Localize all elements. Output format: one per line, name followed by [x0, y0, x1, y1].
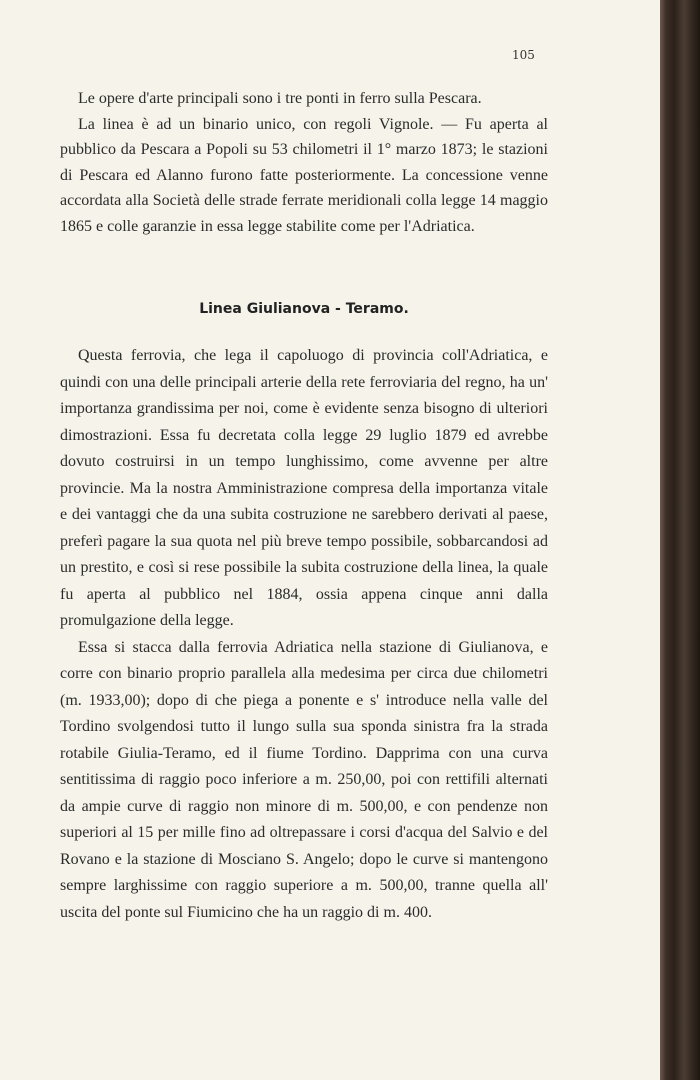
paragraph: La linea è ad un binario unico, con regoli Vignole. — Fu aperta al pubblico da Pescara a Popoli su 53 chilometri il 1° marzo 1873; le stazioni di Pescara ed Alanno furono fatte posteriormente. La concessione venne accordata alla Società delle strade ferrate meridionali colla legge 14 maggio 1865 e colle garanzie in essa legge stabilite come per l'Adriatica.	[60, 115, 548, 235]
paragraph: Le opere d'arte principali sono i tre ponti in ferro sulla Pescara.	[78, 90, 482, 107]
section-text-block	[60, 343, 548, 926]
page-number: 105	[512, 48, 535, 62]
intro-text-block	[60, 86, 548, 240]
section-title: Linea Giulianova - Teramo.	[199, 301, 409, 317]
paragraph: Questa ferrovia, che lega il capoluogo di provincia coll'Adriatica, e quindi con una delle principali arterie della rete ferroviaria del regno, ha un' importanza grandissima per noi, come è evidente senza bisogno di ulteriori dimostrazioni. Essa fu decretata colla legge 29 luglio 1879 ed avrebbe dovuto costruirsi in un tempo lunghissimo, come avvenne per altre provincie. Ma la nostra Amministrazione compresa della importanza vitale e dei vantaggi che da una subita costruzione ne sarebbero derivati al paese, preferì pagare la sua quota nel più breve tempo possibile, sobbarcandosi ad un prestito, e così si rese possibile la subita costruzione della linea, la quale fu aperta al pubblico nel 1884, ossia appena cinque anni dalla promulgazione della legge.	[60, 347, 548, 629]
paragraph: Essa si stacca dalla ferrovia Adriatica nella stazione di Giulianova, e corre con binario proprio parallela alla medesima per circa due chilometri (m. 1933,00); dopo di che piega a ponente e s' introduce nella valle del Tordino svolgendosi tutto il lungo sulla sua sponda sinistra fra la strada rotabile Giulia-Teramo, ed il fiume Tordino. Dapprima con una curva sentitissima di raggio poco inferiore a m. 250,00, poi con rettifili alternati da ampie curve di raggio non minore di m. 500,00, e con pendenze non superiori al 15 per mille fino ad oltrepassare i corsi d'acqua del Salvio e del Rovano e la stazione di Mosciano S. Angelo; dopo le curve si mantengono sempre larghissime con raggio superiore a m. 500,00, tranne quella all' uscita del ponte sul Fiumicino che ha un raggio di m. 400.	[60, 638, 548, 921]
book-spine-edge	[660, 0, 700, 1080]
